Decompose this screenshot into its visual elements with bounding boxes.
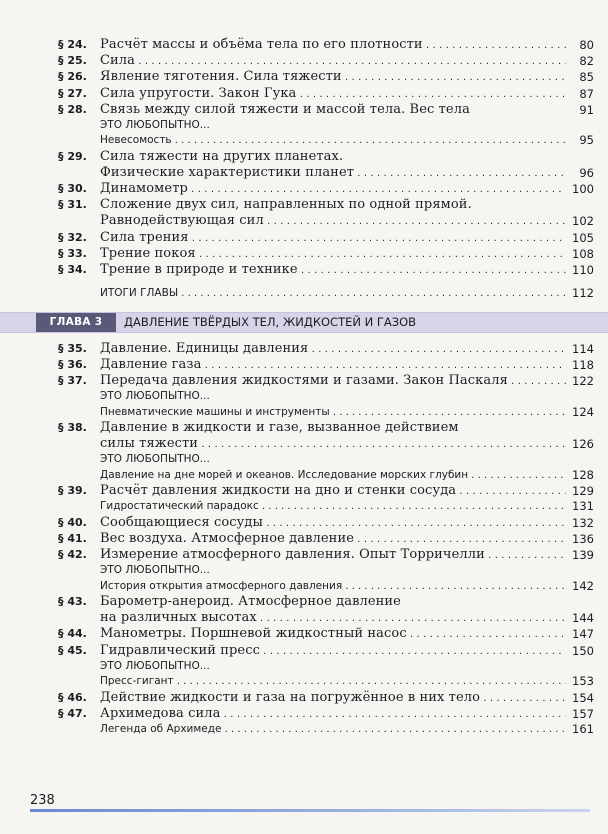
page-ref: 136 <box>572 531 594 546</box>
toc-entry[interactable] <box>0 531 608 547</box>
section-number: § 35. <box>58 341 87 355</box>
page-ref: 100 <box>572 182 594 197</box>
section-title: Сила упругости. Закон Гука . . . <box>100 86 566 103</box>
section-number: § 41. <box>58 531 87 545</box>
section-number: § 44. <box>58 627 87 641</box>
toc-entry[interactable] <box>0 483 608 499</box>
section-number: § 36. <box>58 357 87 371</box>
footer-rule <box>30 809 590 812</box>
toc-entry[interactable] <box>0 499 608 514</box>
page-ref: 82 <box>579 54 594 69</box>
section-number: § 30. <box>58 182 87 196</box>
section-title: Расчёт массы и объёма тела по его плотности . . . <box>100 37 566 54</box>
page-ref: 132 <box>572 515 594 530</box>
section-number: § 45. <box>58 643 87 657</box>
section-title: Давление. Единицы давления . . . <box>100 341 566 358</box>
section-title: Действие жидкости и газа на погружённое в них тело . . . <box>100 690 566 707</box>
page-ref: 126 <box>572 437 594 452</box>
page-ref: 144 <box>572 611 594 626</box>
toc-entry[interactable] <box>0 706 608 722</box>
toc-list-chapter-2 <box>0 37 608 302</box>
section-title: Невесомость . . . <box>100 133 566 148</box>
section-title: на различных высотах . . . <box>100 610 566 627</box>
toc-entry[interactable] <box>0 626 608 642</box>
section-title: Равнодействующая сил . . . <box>100 213 566 230</box>
page-ref: 96 <box>579 165 594 180</box>
toc-entry[interactable] <box>0 118 608 133</box>
toc-entry[interactable] <box>0 563 608 578</box>
page-ref: 128 <box>572 467 594 482</box>
section-title: Сила тяжести на других планетах. <box>100 148 344 164</box>
toc-entry[interactable] <box>0 230 608 246</box>
toc-entry[interactable] <box>0 420 608 436</box>
section-title: Давление газа . . . <box>100 357 566 374</box>
section-title: Физические характеристики планет . . . <box>100 165 566 182</box>
toc-entry[interactable] <box>0 690 608 706</box>
section-title: Гидростатический парадокс . . . <box>100 499 566 514</box>
section-title: ЭТО ЛЮБОПЫТНО... <box>100 453 210 466</box>
section-number: § 39. <box>58 484 87 498</box>
section-title: Трение покоя . . . <box>100 246 566 263</box>
toc-list-chapter-3 <box>0 341 608 738</box>
toc-entry[interactable] <box>0 515 608 531</box>
page-ref: 112 <box>572 286 594 301</box>
page-number: 238 <box>30 793 55 808</box>
section-number: § 37. <box>58 373 87 387</box>
page-ref: 95 <box>579 133 594 148</box>
toc-entry[interactable] <box>0 389 608 404</box>
section-number: § 31. <box>58 198 87 212</box>
toc-entry[interactable] <box>0 286 608 301</box>
section-title: Динамометр . . . <box>100 181 566 198</box>
toc-entry[interactable] <box>0 579 608 594</box>
section-title: История открытия атмосферного давления . . . <box>100 579 566 594</box>
section-number: § 26. <box>58 70 87 84</box>
page-ref: 157 <box>572 706 594 721</box>
toc-entry[interactable] <box>0 213 608 229</box>
page-ref: 139 <box>572 548 594 563</box>
section-title: Трение в природе и технике . . . <box>100 262 566 279</box>
page-ref: 129 <box>572 484 594 499</box>
toc-entry[interactable] <box>0 181 608 197</box>
chapter-header <box>0 312 608 333</box>
section-number: § 24. <box>58 38 87 51</box>
section-title: силы тяжести . . . <box>100 436 566 453</box>
page-ref: 147 <box>572 627 594 642</box>
section-title: Связь между силой тяжести и массой тела. Вес тела <box>100 101 470 117</box>
toc-entry[interactable] <box>0 452 608 467</box>
toc-entry[interactable] <box>0 197 608 213</box>
chapter-label: ГЛАВА 3 <box>36 313 116 332</box>
section-title: Давление на дне морей и океанов. Исследование морских глубин . . . <box>100 468 566 483</box>
toc-entry[interactable] <box>0 610 608 626</box>
section-title: Давление в жидкости и газе, вызванное действием <box>100 419 459 435</box>
section-title: Сложение двух сил, направленных по одной прямой. <box>100 197 472 213</box>
section-number: § 38. <box>58 420 87 434</box>
section-number: § 46. <box>58 690 87 704</box>
toc-entry[interactable] <box>0 594 608 610</box>
section-title: Сила трения . . . <box>100 230 566 247</box>
toc-entry[interactable] <box>0 86 608 102</box>
section-title: Передача давления жидкостями и газами. Закон Паскаля . . . <box>100 373 566 390</box>
spacer <box>0 278 608 286</box>
section-title: Пресс-гигант . . . <box>100 674 566 689</box>
toc-entry[interactable] <box>0 373 608 389</box>
toc-entry[interactable] <box>0 53 608 69</box>
section-number: § 40. <box>58 515 87 529</box>
toc-entry[interactable] <box>0 722 608 737</box>
toc-entry[interactable] <box>0 405 608 420</box>
section-number: § 33. <box>58 246 87 260</box>
page-ref: 122 <box>572 373 594 388</box>
section-title: ЭТО ЛЮБОПЫТНО... <box>100 118 210 131</box>
toc-entry[interactable] <box>0 165 608 181</box>
page-ref: 91 <box>579 102 594 117</box>
toc-entry[interactable] <box>0 674 608 689</box>
toc-entry[interactable] <box>0 69 608 85</box>
page-ref: 110 <box>572 263 594 278</box>
section-number: § 25. <box>58 54 87 68</box>
section-title: Гидравлический пресс . . . <box>100 643 566 660</box>
toc-entry[interactable] <box>0 659 608 674</box>
page-ref: 150 <box>572 643 594 658</box>
section-number: § 28. <box>58 102 87 116</box>
section-number: § 29. <box>58 149 87 163</box>
section-title: Явление тяготения. Сила тяжести . . . <box>100 69 566 86</box>
section-title: Барометр-анероид. Атмосферное давление <box>100 594 401 610</box>
page-ref: 153 <box>572 674 594 689</box>
section-title: Манометры. Поршневой жидкостный насос . . . <box>100 626 566 643</box>
section-title: ИТОГИ ГЛАВЫ . . . <box>100 286 566 301</box>
toc-entry[interactable] <box>0 246 608 262</box>
section-number: § 42. <box>58 548 87 562</box>
chapter-title: ДАВЛЕНИЕ ТВЁРДЫХ ТЕЛ, ЖИДКОСТЕЙ И ГАЗОВ <box>124 314 417 329</box>
section-title: ЭТО ЛЮБОПЫТНО... <box>100 564 210 577</box>
page-ref: 80 <box>579 38 594 52</box>
page-ref: 131 <box>572 499 594 514</box>
section-number: § 27. <box>58 86 87 100</box>
table-of-contents <box>0 37 608 737</box>
page-ref: 114 <box>572 341 594 356</box>
toc-entry[interactable] <box>0 547 608 563</box>
toc-entry[interactable] <box>0 133 608 148</box>
page-ref: 102 <box>572 214 594 229</box>
section-title: Сила . . . <box>100 53 566 70</box>
toc-entry[interactable] <box>0 37 608 53</box>
toc-entry[interactable] <box>0 341 608 357</box>
toc-entry[interactable] <box>0 262 608 278</box>
page-ref: 124 <box>572 404 594 419</box>
page-ref: 108 <box>572 246 594 261</box>
toc-entry[interactable] <box>0 149 608 165</box>
page-ref: 105 <box>572 230 594 245</box>
section-title: Пневматические машины и инструменты . . . <box>100 405 566 420</box>
toc-entry[interactable] <box>0 436 608 452</box>
page-ref: 87 <box>579 86 594 101</box>
section-title: Вес воздуха. Атмосферное давление . . . <box>100 531 566 548</box>
section-number: § 32. <box>58 230 87 244</box>
page-ref: 85 <box>579 70 594 85</box>
toc-entry[interactable] <box>0 102 608 118</box>
toc-entry[interactable] <box>0 643 608 659</box>
page-ref: 161 <box>572 721 594 736</box>
page-ref: 154 <box>572 690 594 705</box>
section-title: ЭТО ЛЮБОПЫТНО... <box>100 659 210 672</box>
section-number: § 43. <box>58 595 87 609</box>
toc-entry[interactable] <box>0 357 608 373</box>
section-title: Архимедова сила . . . <box>100 706 566 723</box>
section-number: § 47. <box>58 706 87 720</box>
page-ref: 142 <box>572 578 594 593</box>
section-title: Расчёт давления жидкости на дно и стенки сосуда . . . <box>100 483 566 500</box>
section-title: Сообщающиеся сосуды . . . <box>100 515 566 532</box>
section-number: § 34. <box>58 263 87 277</box>
page-ref: 118 <box>572 357 594 372</box>
section-title: Легенда об Архимеде . . . <box>100 722 566 737</box>
toc-entry[interactable] <box>0 468 608 483</box>
section-title: Измерение атмосферного давления. Опыт Торричелли . . . <box>100 547 566 564</box>
section-title: ЭТО ЛЮБОПЫТНО... <box>100 390 210 403</box>
